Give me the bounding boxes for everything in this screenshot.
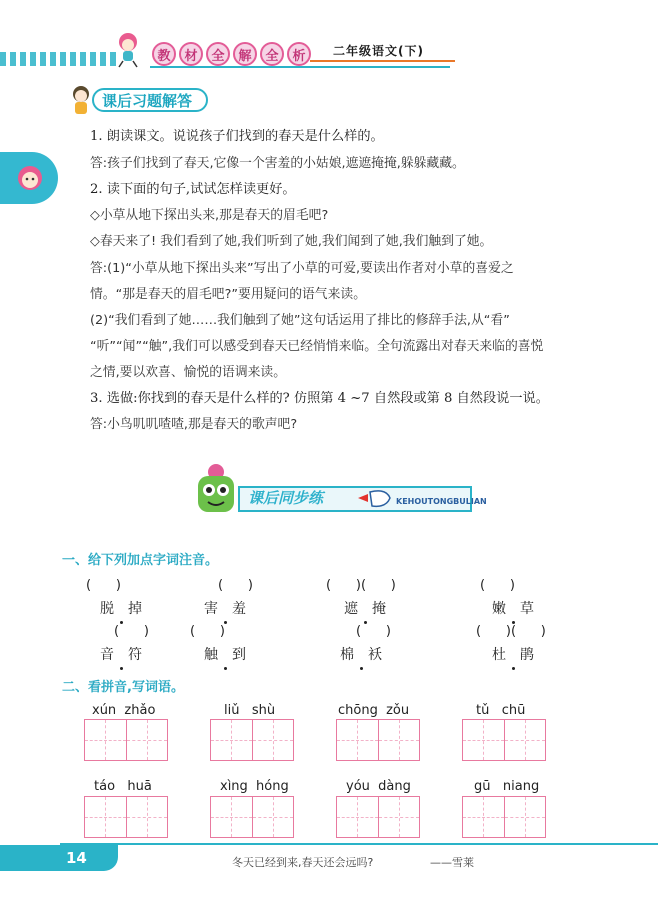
qa-line: “听”“闻”“触”,我们可以感受到春天已经悄悄来临。全句流露出对春天来临的喜悦 <box>90 339 544 354</box>
qa-line: ◇春天来了! 我们看到了她,我们听到了她,我们闻到了她,我们触到了她。 <box>90 234 493 249</box>
footer-author: ——雪莱 <box>430 856 474 869</box>
green-monster-icon <box>190 462 242 518</box>
qa-line: 情。“那是春天的眉毛吧?”要用疑问的语气来读。 <box>90 287 366 302</box>
footer-tab <box>0 845 118 871</box>
qa-line: 答:孩子们找到了春天,它像一个害羞的小姑娘,遮遮掩掩,躲躲藏藏。 <box>90 156 465 171</box>
word-item <box>100 644 156 664</box>
header-title-char: 解 <box>233 42 257 66</box>
qa-line: 之情,要以欢喜、愉悦的语调来读。 <box>90 365 287 380</box>
word-item <box>204 644 260 664</box>
qa-line: ◇小草从地下探出头来,那是春天的眉毛吧? <box>90 208 329 223</box>
side-mascot-icon <box>16 164 44 192</box>
header-subtitle: 二年级语文(下) <box>333 44 424 58</box>
answer-blank: ( ) <box>480 578 515 593</box>
footer-rule <box>60 843 658 845</box>
word-item <box>492 598 548 618</box>
header-title-char: 全 <box>260 42 284 66</box>
header-dot-strip <box>0 52 120 66</box>
header-rule <box>150 66 450 68</box>
header-title-char: 材 <box>179 42 203 66</box>
writing-grid[interactable] <box>84 719 168 761</box>
pinyin-label: tǔ chū <box>476 703 526 718</box>
word-text: 触到 <box>204 644 260 664</box>
qa-line: 2. 读下面的句子,试试怎样读更好。 <box>90 182 296 197</box>
writing-grid[interactable] <box>210 719 294 761</box>
word-item <box>100 598 156 618</box>
header-pen-rule <box>310 60 455 62</box>
qa-line: 1. 朗读课文。说说孩子们找到的春天是什么样的。 <box>90 129 384 144</box>
word-item <box>344 598 400 618</box>
pinyin-label: táo huā <box>94 779 152 794</box>
word-item <box>204 598 260 618</box>
word-text: 棉袄 <box>340 644 396 664</box>
word-text: 嫩草 <box>492 598 548 618</box>
qa-line: 3. 选做:你找到的春天是什么样的? 仿照第 4 ~7 自然段或第 8 自然段说一说。 <box>90 391 549 406</box>
pinyin-label: xìng hóng <box>220 779 289 794</box>
section-heading <box>66 84 208 116</box>
pinyin-label: gū niang <box>474 779 540 794</box>
writing-grid[interactable] <box>84 796 168 838</box>
answer-blank: ( ) <box>190 624 225 639</box>
word-text: 害羞 <box>204 598 260 618</box>
section-heading-label: 课后习题解答 <box>92 88 208 112</box>
answer-blank: ( ) <box>86 578 121 593</box>
pinyin-label: liǔ shù <box>224 703 276 718</box>
word-text: 音符 <box>100 644 156 664</box>
writing-grid[interactable] <box>336 796 420 838</box>
header-title-char: 教 <box>152 42 176 66</box>
practice-banner-title: 课后同步练 <box>248 489 324 507</box>
writing-grid[interactable] <box>336 719 420 761</box>
header-title-char: 析 <box>287 42 311 66</box>
pointing-hand-icon <box>356 484 394 512</box>
footer-quote: 冬天已经到来,春天还会远吗? <box>232 856 374 869</box>
answer-blank: ( ) <box>218 578 253 593</box>
header-title <box>152 42 314 66</box>
answer-blank: ( )( ) <box>326 578 396 593</box>
mascot-girl-icon <box>110 30 146 68</box>
answer-blank: ( )( ) <box>476 624 546 639</box>
writing-grid[interactable] <box>462 719 546 761</box>
word-text: 脱掉 <box>100 598 156 618</box>
qa-line: 答:小鸟叽叽喳喳,那是春天的歌声吧? <box>90 417 298 432</box>
practice-banner-pinyin: KEHOUTONGBULIAN <box>396 497 487 506</box>
writing-grid[interactable] <box>210 796 294 838</box>
qa-line: 答:(1)“小草从地下探出头来”写出了小草的可爱,要读出作者对小草的喜爱之 <box>90 261 514 276</box>
exercise-2-title: 二、看拼音,写词语。 <box>62 680 184 695</box>
word-text: 杜鹃 <box>492 644 548 664</box>
exercise-1-title: 一、给下列加点字词注音。 <box>62 553 219 568</box>
pinyin-label: xún zhǎo <box>92 703 156 718</box>
qa-line: (2)“我们看到了她……我们触到了她”这句话运用了排比的修辞手法,从“看” <box>90 313 510 328</box>
answer-blank: ( ) <box>114 624 149 639</box>
pinyin-label: yóu dàng <box>346 779 411 794</box>
answer-blank: ( ) <box>356 624 391 639</box>
word-text: 遮掩 <box>344 598 400 618</box>
page-number: 14 <box>66 849 87 867</box>
pinyin-label: chōng zǒu <box>338 703 410 718</box>
header-title-char: 全 <box>206 42 230 66</box>
writing-grid[interactable] <box>462 796 546 838</box>
word-item <box>492 644 548 664</box>
word-item <box>340 644 396 664</box>
